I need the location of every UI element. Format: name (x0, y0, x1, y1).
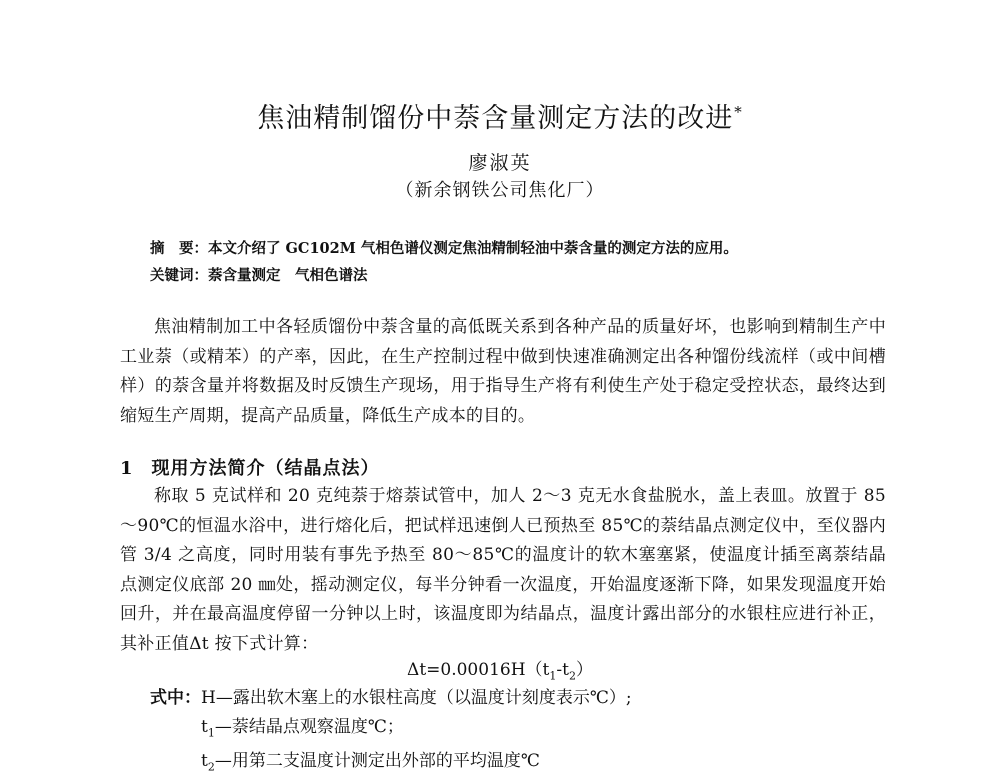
definition-h (150, 684, 632, 713)
formula-sub-2: 2 (568, 669, 576, 683)
section-1-number: 1 (120, 458, 134, 479)
definition-h-text: H—露出软木塞上的水银柱高度（以温度计刻度表示℃）; (201, 688, 632, 708)
definition-t1-symbol: t (201, 717, 208, 737)
abstract-label: 摘 要： (150, 240, 208, 257)
intro-paragraph: 焦油精制加工中各轻质馏份中萘含量的高低既关系到各种产品的质量好坏，也影响到精制生产中工业萘（或精苯）的产率，因此，在生产控制过程中做到快速准确测定出各种馏份线流样（或中间槽样）的萘含量并将数据及时反馈生产现场，用于指导生产将有利使生产处于稳定受控状态，最终达到缩短生产周期，提高产品质量，降低生产成本的目的。 (120, 317, 886, 426)
abstract (150, 237, 910, 258)
definition-t1 (150, 713, 632, 747)
formula-lhs: Δt=0.00016H (407, 660, 526, 680)
title-footnote-mark: * (734, 103, 743, 121)
formula-mid: -t (556, 660, 569, 680)
section-1-paragraph: 称取 5 克试样和 20 克纯萘于熔萘试管中，加人 2～3 克无水食盐脱水，盖上表皿。放置于 85～90℃的恒温水浴中，进行熔化后，把试样迅速倒人已预热至 85℃的萘结晶点测定仪中，至仪器内管 3/4 之高度，同时用装有事先予热至 80～85℃的温度计的软木塞塞紧，使温度计插至离萘结晶点测定仪底部 20 ㎜处，摇动测定仪，每半分钟看一次温度，开始温度逐渐下降，如果发现温度开始回升，并在最高温度停留一分钟以上时，该温度即为结晶点，温度计露出部分的水银柱应进行补正，其补正值Δt 按下式计算： (120, 486, 886, 654)
section-1-title: 现用方法简介（结晶点法） (151, 458, 380, 479)
formula-close: ） (575, 660, 593, 680)
title-text: 焦油精制馏份中萘含量测定方法的改进 (257, 103, 734, 134)
correction-formula (0, 655, 1000, 682)
where-label: 式中： (150, 688, 201, 708)
abstract-text: 本文介绍了 GC102M 气相色谱仪测定焦油精制轻油中萘含量的测定方法的应用。 (208, 240, 738, 257)
formula-open: （t (525, 660, 550, 680)
definition-t2 (150, 747, 632, 781)
section-1-heading (120, 454, 380, 480)
keywords-label: 关键词： (150, 267, 208, 284)
definition-t1-subscript: 1 (207, 726, 215, 740)
definition-t1-text: —萘结晶点观察温度℃； (214, 717, 404, 737)
formula-definitions (150, 684, 632, 782)
definition-t2-text: —用第二支温度计测定出外部的平均温度℃ (214, 751, 540, 772)
definition-t2-symbol: t (201, 751, 208, 772)
author-affiliation: （新余钢铁公司焦化厂） (395, 180, 605, 201)
paper-title (0, 96, 1000, 135)
keywords-text: 萘含量测定 气相色谱法 (208, 267, 368, 284)
definition-t2-subscript: 2 (207, 760, 215, 774)
author-name: 廖淑英 (468, 152, 532, 174)
keywords (150, 264, 910, 285)
formula-sub-1: 1 (549, 669, 557, 683)
